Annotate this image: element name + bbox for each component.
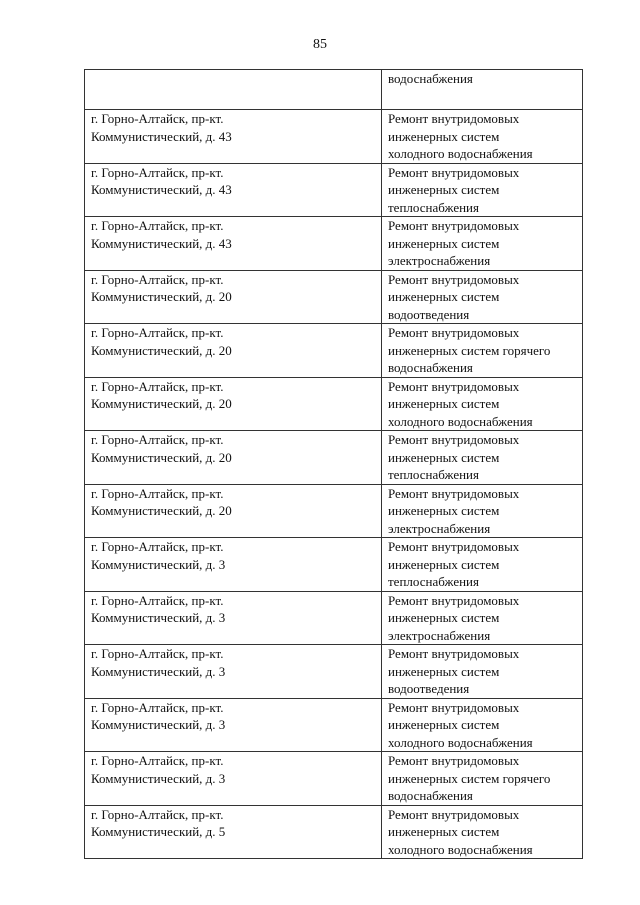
address-cell: г. Горно-Алтайск, пр-кт. Коммунистический, д. 20: [85, 324, 382, 378]
work-cell: Ремонт внутридомовых инженерных систем теплоснабжения: [382, 163, 583, 217]
table-row: [85, 110, 583, 164]
work-cell: Ремонт внутридомовых инженерных систем холодного водоснабжения: [382, 805, 583, 859]
work-cell: водоснабжения: [382, 70, 583, 110]
table-row: [85, 324, 583, 378]
address-cell: г. Горно-Алтайск, пр-кт. Коммунистический, д. 43: [85, 217, 382, 271]
address-cell: [85, 70, 382, 110]
work-cell: Ремонт внутридомовых инженерных систем теплоснабжения: [382, 538, 583, 592]
address-cell: г. Горно-Алтайск, пр-кт. Коммунистический, д. 20: [85, 270, 382, 324]
table-row: [85, 163, 583, 217]
table-row-continuation: [85, 70, 583, 110]
repair-works-table: [84, 69, 583, 859]
table-body: [85, 70, 583, 859]
work-cell: Ремонт внутридомовых инженерных систем холодного водоснабжения: [382, 377, 583, 431]
work-cell: Ремонт внутридомовых инженерных систем горячего водоснабжения: [382, 324, 583, 378]
address-cell: г. Горно-Алтайск, пр-кт. Коммунистический, д. 20: [85, 431, 382, 485]
table-row: [85, 591, 583, 645]
table-row: [85, 217, 583, 271]
table-row: [85, 377, 583, 431]
address-cell: г. Горно-Алтайск, пр-кт. Коммунистический, д. 3: [85, 645, 382, 699]
address-cell: г. Горно-Алтайск, пр-кт. Коммунистический, д. 3: [85, 752, 382, 806]
address-cell: г. Горно-Алтайск, пр-кт. Коммунистический, д. 20: [85, 484, 382, 538]
work-cell: Ремонт внутридомовых инженерных систем холодного водоснабжения: [382, 698, 583, 752]
table-row: [85, 752, 583, 806]
table-row: [85, 270, 583, 324]
table-row: [85, 698, 583, 752]
address-cell: г. Горно-Алтайск, пр-кт. Коммунистический, д. 3: [85, 698, 382, 752]
page-number: 85: [313, 37, 327, 52]
address-cell: г. Горно-Алтайск, пр-кт. Коммунистический, д. 3: [85, 538, 382, 592]
table-row: [85, 538, 583, 592]
work-cell: Ремонт внутридомовых инженерных систем горячего водоснабжения: [382, 752, 583, 806]
address-cell: г. Горно-Алтайск, пр-кт. Коммунистический, д. 43: [85, 163, 382, 217]
work-cell: Ремонт внутридомовых инженерных систем водоотведения: [382, 270, 583, 324]
address-cell: г. Горно-Алтайск, пр-кт. Коммунистический, д. 43: [85, 110, 382, 164]
work-cell: Ремонт внутридомовых инженерных систем электроснабжения: [382, 217, 583, 271]
work-cell: Ремонт внутридомовых инженерных систем теплоснабжения: [382, 431, 583, 485]
work-cell: Ремонт внутридомовых инженерных систем холодного водоснабжения: [382, 110, 583, 164]
table-row: [85, 431, 583, 485]
address-cell: г. Горно-Алтайск, пр-кт. Коммунистический, д. 5: [85, 805, 382, 859]
address-cell: г. Горно-Алтайск, пр-кт. Коммунистический, д. 20: [85, 377, 382, 431]
table-row: [85, 645, 583, 699]
address-cell: г. Горно-Алтайск, пр-кт. Коммунистический, д. 3: [85, 591, 382, 645]
work-cell: Ремонт внутридомовых инженерных систем электроснабжения: [382, 484, 583, 538]
work-cell: Ремонт внутридомовых инженерных систем водоотведения: [382, 645, 583, 699]
table-row: [85, 805, 583, 859]
work-cell: Ремонт внутридомовых инженерных систем электроснабжения: [382, 591, 583, 645]
table-row: [85, 484, 583, 538]
